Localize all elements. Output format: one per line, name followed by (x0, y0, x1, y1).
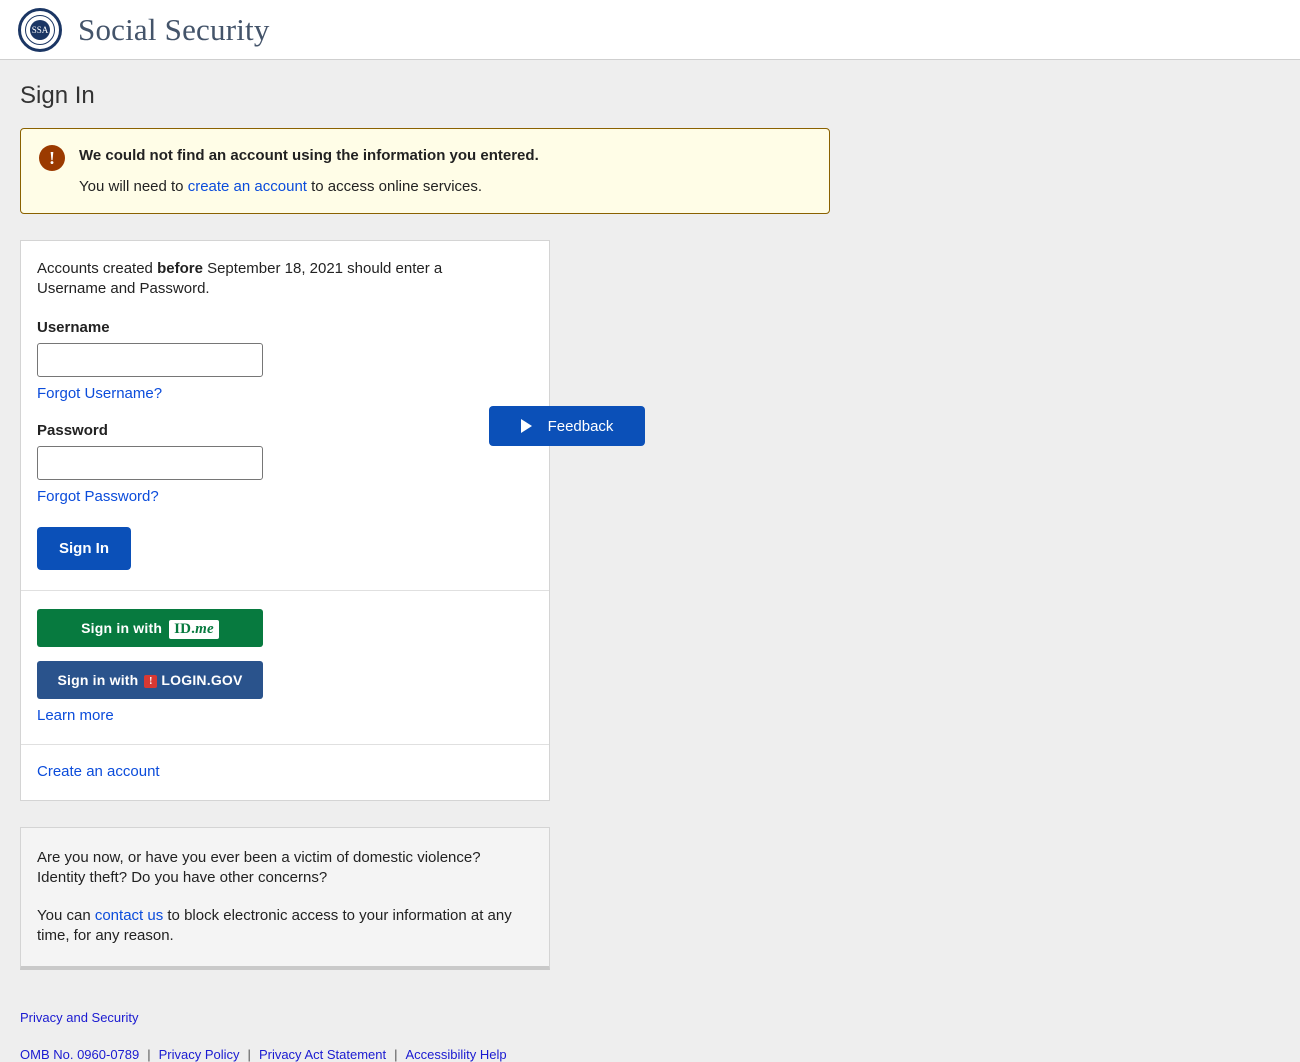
learn-more-link[interactable]: Learn more (37, 707, 114, 724)
ssa-seal-icon (18, 8, 62, 52)
idme-logo-icon (169, 620, 219, 639)
play-triangle-icon (521, 419, 532, 433)
credentials-section (21, 241, 549, 591)
password-label: Password (37, 422, 108, 439)
page-content (0, 82, 1300, 1062)
footer-separator-3: | (394, 1047, 398, 1062)
alert-exclamation-icon: ! (39, 145, 65, 171)
page-title: Sign In (20, 82, 95, 109)
forgot-username-link[interactable]: Forgot Username? (37, 385, 163, 402)
accessibility-help-link[interactable]: Accessibility Help (405, 1047, 507, 1062)
omb-number-link[interactable]: OMB No. 0960-0789 (20, 1047, 140, 1062)
alert-text-after: to access online services. (306, 178, 483, 195)
privacy-and-security-link[interactable]: Privacy and Security (20, 1010, 139, 1025)
error-alert (20, 128, 830, 214)
create-an-account-link[interactable]: create an account (187, 178, 307, 195)
privacy-policy-link[interactable]: Privacy Policy (158, 1047, 240, 1062)
infobox-p2-after: to block electronic access to your information at any time, for any reason. (37, 907, 512, 944)
footer-links-row (20, 1047, 1300, 1062)
seal-inner-text: SSA (30, 20, 50, 40)
contact-us-link[interactable]: contact us (94, 907, 164, 924)
domestic-violence-infobox (20, 827, 550, 970)
feedback-label: Feedback (547, 417, 614, 435)
site-brand-title: Social Security (78, 11, 270, 47)
partner-signin-section (21, 591, 549, 745)
page-footer (20, 1010, 1300, 1062)
forgot-password-link[interactable]: Forgot Password? (37, 488, 159, 505)
alert-body (79, 145, 539, 195)
username-label: Username (37, 319, 110, 336)
infobox-p2-before: You can (37, 907, 95, 924)
alert-title: We could not find an account using the information you entered. (79, 147, 539, 164)
site-header (0, 0, 1300, 60)
sign-in-card (20, 240, 550, 801)
logingov-name: LOGIN.GOV (161, 672, 243, 688)
footer-privacy-security (20, 1010, 1300, 1025)
alert-text-before: You will need to (79, 178, 188, 195)
sign-in-with-idme-button[interactable] (37, 609, 263, 647)
create-account-link[interactable]: Create an account (37, 763, 160, 780)
create-account-section (21, 745, 549, 800)
privacy-act-statement-link[interactable]: Privacy Act Statement (258, 1047, 387, 1062)
card-intro-bold: before (157, 260, 203, 277)
infobox-paragraph-2 (37, 906, 533, 946)
sign-in-with-logingov-button[interactable] (37, 661, 263, 699)
idme-logo-id: ID. (174, 620, 196, 637)
username-input[interactable] (37, 343, 263, 377)
logingov-button-text: Sign in with (57, 672, 139, 688)
footer-separator-2: | (247, 1047, 251, 1062)
card-intro-text (37, 259, 487, 299)
card-intro-before: Accounts created (37, 260, 158, 277)
card-intro-after: September 18, 2021 should enter a Username and Password. (37, 260, 443, 297)
feedback-button[interactable] (489, 406, 645, 446)
idme-button-text: Sign in with (81, 620, 163, 636)
sign-in-button[interactable]: Sign In (37, 527, 131, 570)
idme-logo-me: me (195, 620, 214, 637)
logingov-mark-icon: ! (144, 675, 157, 688)
field-spacer (37, 402, 533, 422)
alert-text (79, 178, 539, 195)
infobox-paragraph-1: Are you now, or have you ever been a victim of domestic violence? Identity theft? Do you have other concerns? (37, 849, 481, 886)
footer-separator-1: | (147, 1047, 151, 1062)
password-input[interactable] (37, 446, 263, 480)
